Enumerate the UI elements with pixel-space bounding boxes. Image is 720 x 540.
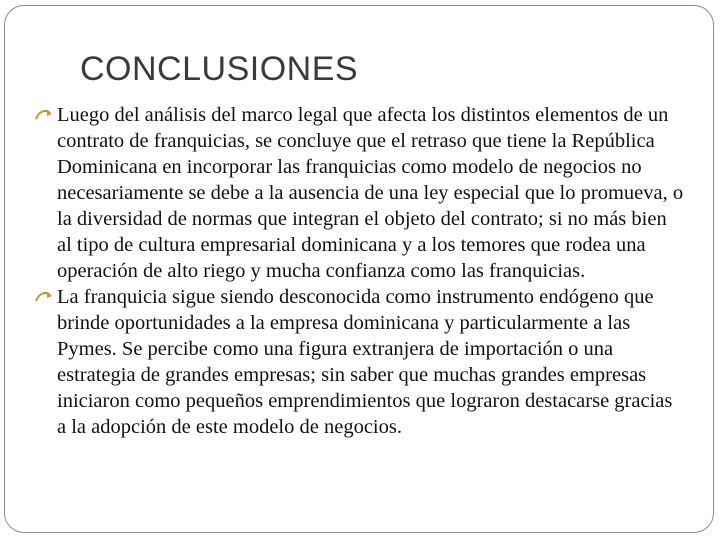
bullet-item: [35, 284, 685, 440]
bullet-list: [35, 102, 685, 440]
curved-arrow-bullet-icon: [35, 108, 54, 122]
slide-frame: [4, 5, 714, 533]
bullet-item: [35, 102, 685, 284]
bullet-text: Luego del análisis del marco legal que afecta los distintos elementos de un contrato de franquicias, se concluye que el retraso que tiene la República Dominicana en incorporar las franquicias como modelo de negocios no necesariamente se debe a la ausencia de una ley especial que lo promueva, o la diversidad de normas que integran el objeto del contrato; si no más bien al tipo de cultura empresarial dominicana y a los temores que rodea una operación de alto riego y mucha confianza como las franquicias.: [57, 104, 684, 282]
curved-arrow-bullet-icon: [35, 290, 54, 304]
slide-title: CONCLUSIONES: [80, 50, 359, 88]
bullet-text: La franquicia sigue siendo desconocida como instrumento endógeno que brinde oportunidades a la empresa dominicana y particularmente a las Pymes. Se percibe como una figura extranjera de importación o una estrategia de grandes empresas; sin saber que muchas grandes empresas iniciaron como pequeños emprendimientos que lograron destacarse gracias a la adopción de este modelo de negocios.: [57, 286, 673, 438]
